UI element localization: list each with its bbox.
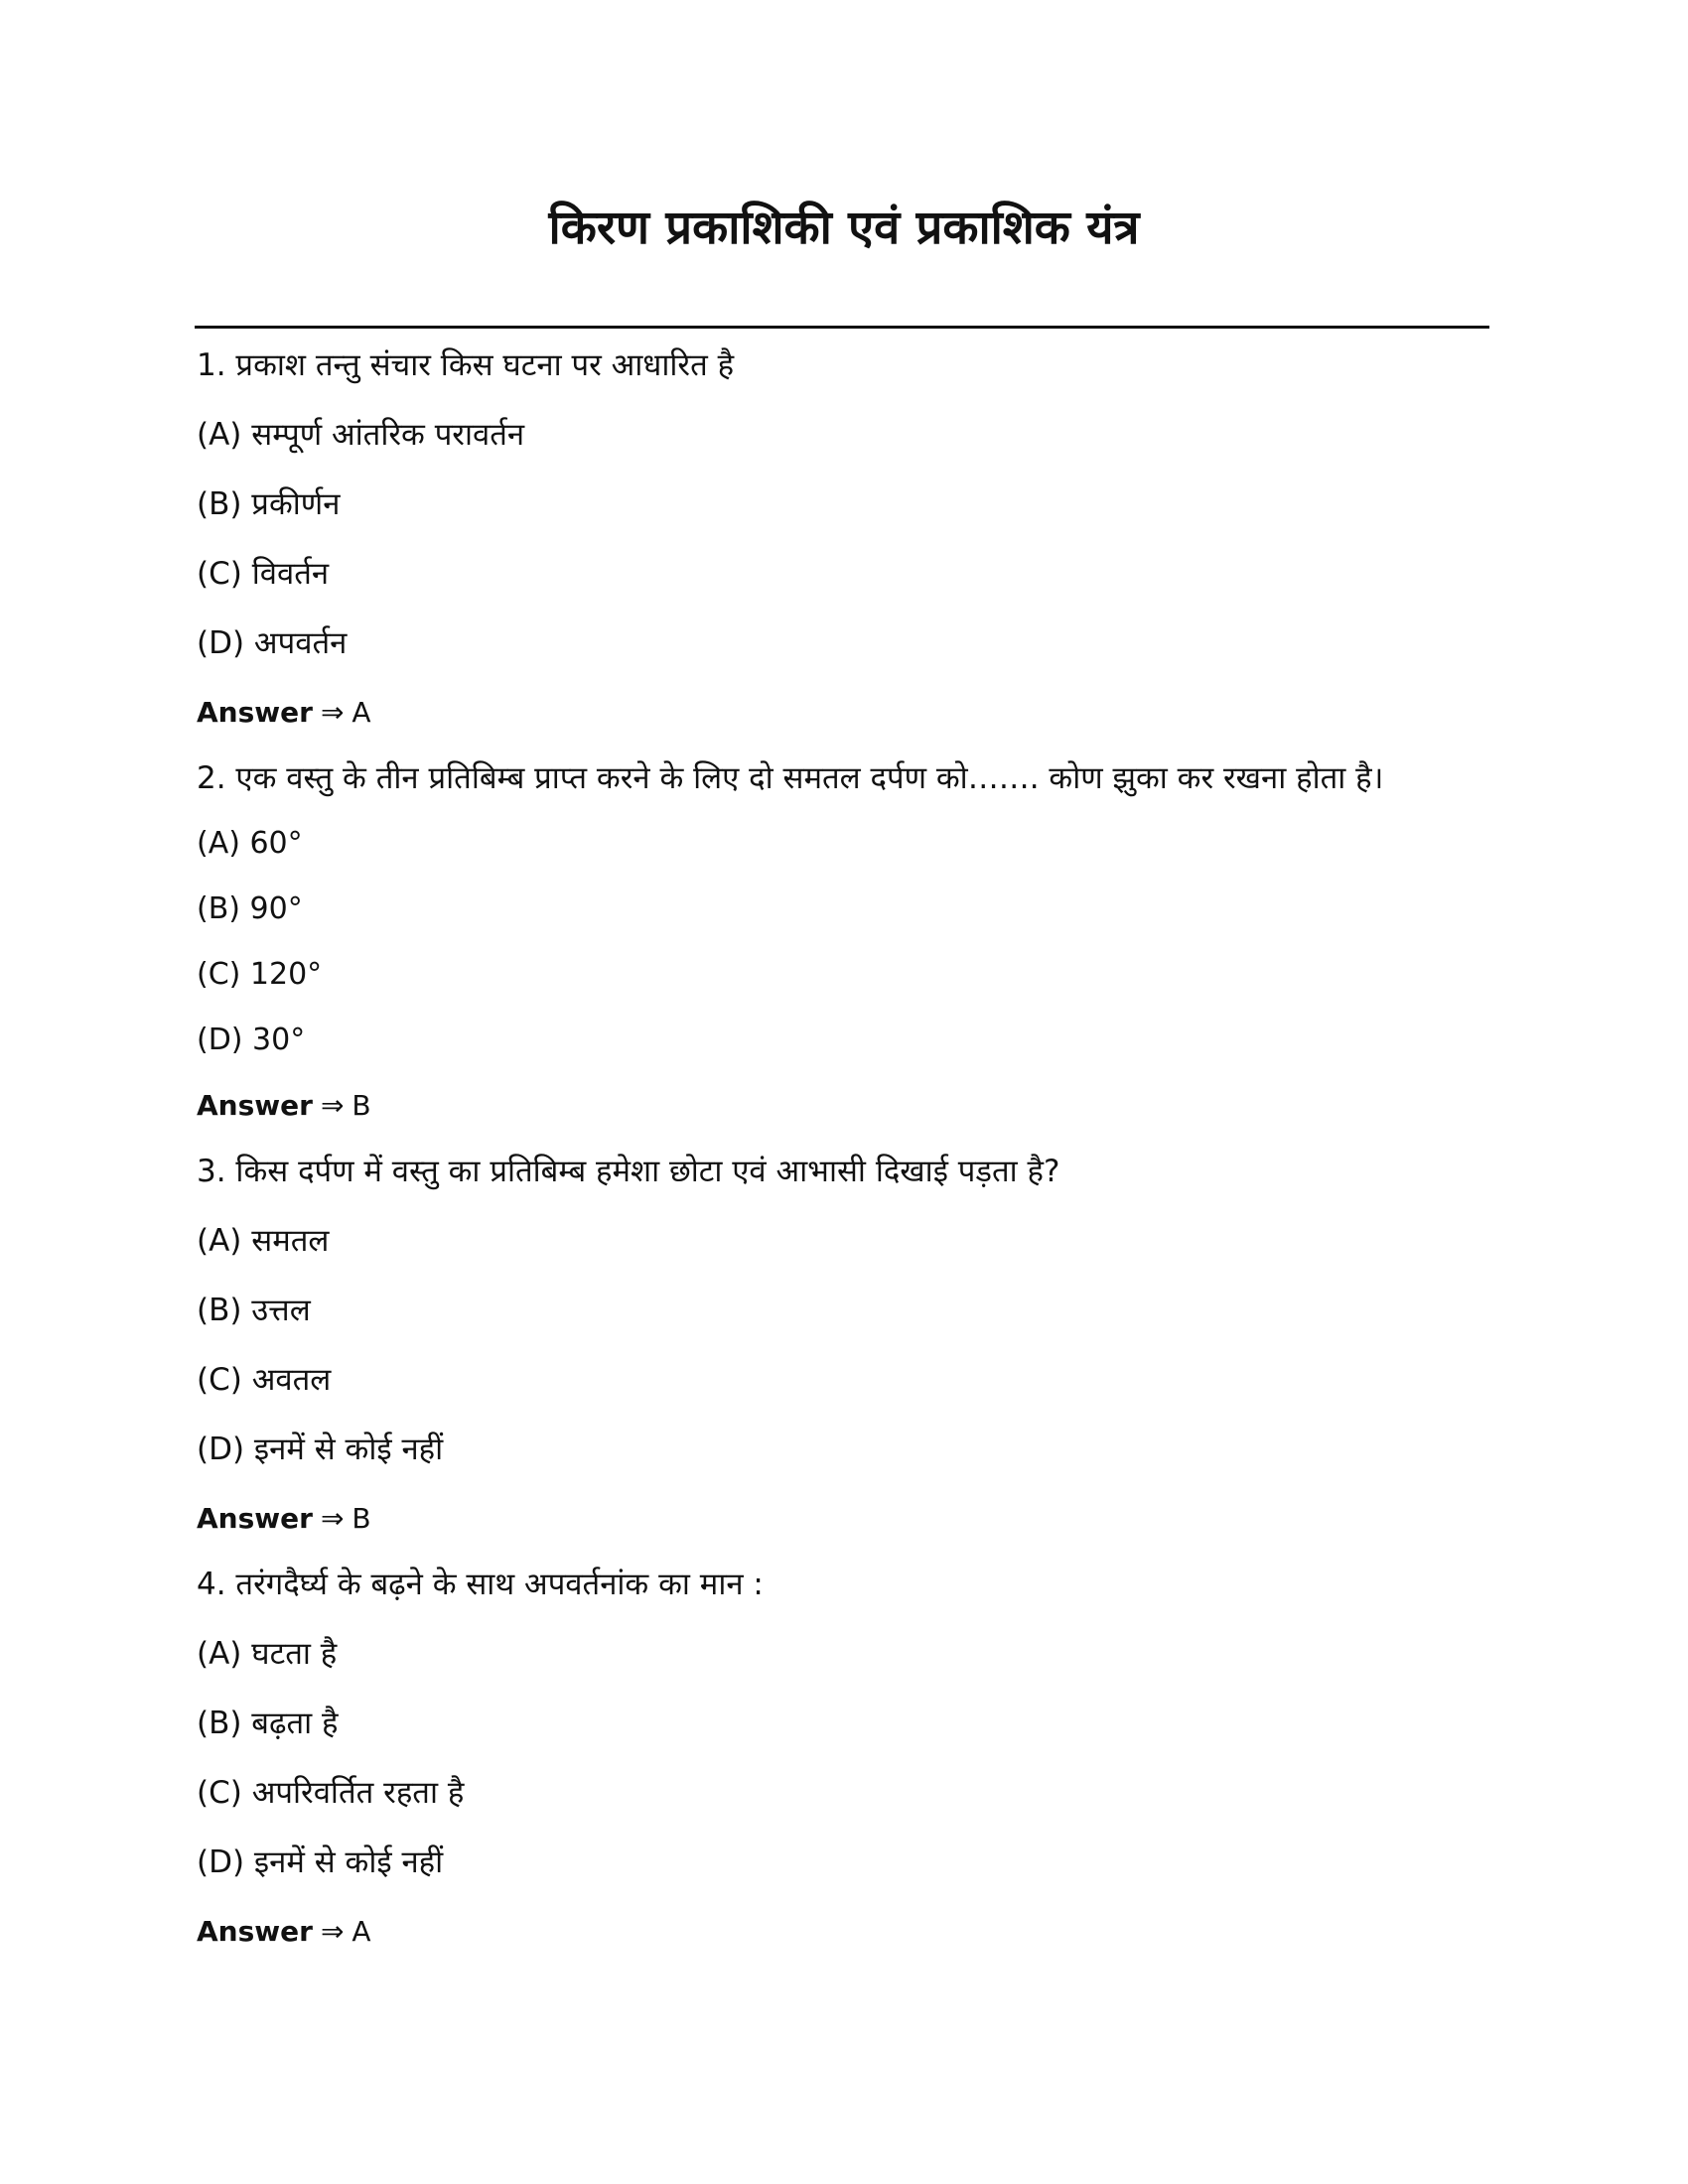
option-c: (C) विवर्तन <box>197 556 330 592</box>
answer-arrow: ⇒ <box>320 696 345 729</box>
option-c: (C) अवतल <box>197 1362 332 1398</box>
option-c: (C) 120° <box>197 957 323 992</box>
answer-value: A <box>352 1915 371 1948</box>
page-title: किरण प्रकाशिकी एवं प्रकाशिक यंत्र <box>548 201 1140 255</box>
answer-value: B <box>352 1089 371 1122</box>
question-4 <box>197 1565 1507 1952</box>
option-d: (D) इनमें से कोई नहीं <box>197 1844 444 1880</box>
option-b: (B) बढ़ता है <box>197 1706 339 1741</box>
answer-label: Answer <box>197 1502 313 1535</box>
answer-line <box>197 1499 1507 1539</box>
question-text: 2. एक वस्तु के तीन प्रतिबिम्ब प्राप्त करने के लिए दो समतल दर्पण को……. कोण झुका कर रखना होता है। <box>197 760 1384 796</box>
answer-label: Answer <box>197 1915 313 1948</box>
answer-value: B <box>352 1502 371 1535</box>
option-b: (B) प्रकीर्णन <box>197 486 341 522</box>
option-d: (D) इनमें से कोई नहीं <box>197 1432 444 1467</box>
question-1 <box>197 345 1507 733</box>
option-d: (D) 30° <box>197 1023 306 1057</box>
option-a: (A) घटता है <box>197 1636 338 1672</box>
option-c: (C) अपरिवर्तित रहता है <box>197 1775 465 1811</box>
option-a: (A) सम्पूर्ण आंतरिक परावर्तन <box>197 417 525 453</box>
question-list <box>197 345 1507 1978</box>
answer-label: Answer <box>197 1089 313 1122</box>
question-text: 3. किस दर्पण में वस्तु का प्रतिबिम्ब हमेशा छोटा एवं आभासी दिखाई पड़ता है? <box>197 1154 1060 1189</box>
option-a: (A) समतल <box>197 1223 330 1259</box>
title-divider <box>195 326 1489 329</box>
question-2 <box>197 758 1507 1126</box>
answer-line <box>197 1086 1507 1126</box>
answer-arrow: ⇒ <box>320 1089 345 1122</box>
answer-arrow: ⇒ <box>320 1915 345 1948</box>
option-a: (A) 60° <box>197 826 303 861</box>
answer-value: A <box>352 696 371 729</box>
question-3 <box>197 1152 1507 1539</box>
answer-arrow: ⇒ <box>320 1502 345 1535</box>
option-b: (B) उत्तल <box>197 1293 311 1328</box>
option-b: (B) 90° <box>197 891 303 926</box>
answer-label: Answer <box>197 696 313 729</box>
question-text: 4. तरंगदैर्घ्य के बढ़ने के साथ अपवर्तनांक का मान : <box>197 1567 764 1602</box>
question-text: 1. प्रकाश तन्तु संचार किस घटना पर आधारित है <box>197 347 735 383</box>
option-d: (D) अपवर्तन <box>197 625 348 661</box>
answer-line <box>197 693 1507 733</box>
answer-line <box>197 1912 1507 1952</box>
